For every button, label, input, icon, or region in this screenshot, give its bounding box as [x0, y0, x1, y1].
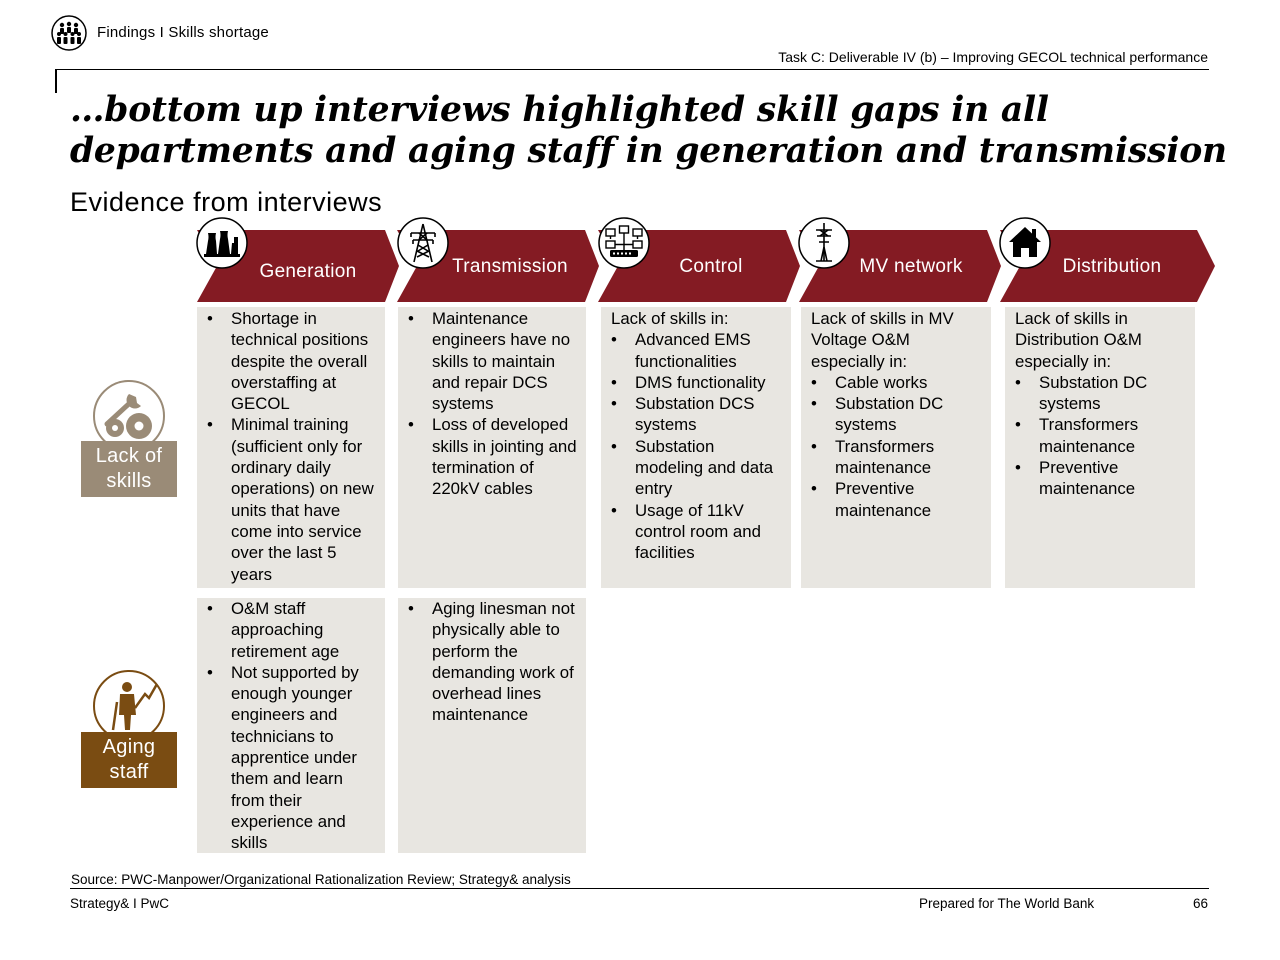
power-plant-icon [196, 217, 248, 269]
house-icon [999, 217, 1051, 269]
row-label-lack-of-skills: Lack of skills [81, 441, 177, 497]
cell-control-lack [601, 307, 791, 588]
header-tick [55, 69, 57, 93]
list-item: • Not supported by enough younger engineers and technicians to apprentice under them and learn from their experience and skills [207, 662, 379, 854]
header-divider [55, 69, 1209, 70]
column-label-generation: Generation [259, 261, 357, 282]
column-label-transmission: Transmission [452, 256, 568, 277]
cell-intro: Lack of skills in MV Voltage O&M especially in: [811, 309, 954, 371]
list-item: • Shortage in technical positions despite the overall overstaffing at GECOL [207, 308, 379, 414]
footer-divider [70, 888, 1209, 889]
electric-pole-icon [798, 217, 850, 269]
footer-brand: Strategy& I PwC [70, 896, 170, 911]
source-note: Source: PWC-Manpower/Organizational Rationalization Review; Strategy& analysis [71, 872, 571, 887]
column-label-control: Control [679, 256, 743, 277]
list-item: • Preventive maintenance [1015, 457, 1189, 500]
column-label-mv-network: MV network [859, 256, 963, 277]
cell-intro: Lack of skills in Distribution O&M especially in: [1015, 309, 1142, 371]
cell-mv-lack [801, 307, 991, 588]
list-item: • Substation DC systems [811, 393, 985, 436]
list-item: • Cable works [811, 372, 985, 393]
list-item: • Loss of developed skills in jointing and termination of 220kV cables [408, 414, 580, 499]
cell-distribution-lack [1005, 307, 1195, 588]
footer-prepared-for: Prepared for The World Bank [919, 896, 1095, 911]
row-label-aging-staff: Aging staff [81, 732, 177, 788]
column-label-distribution: Distribution [1062, 256, 1162, 277]
staff-group-icon [51, 15, 87, 51]
page-subtitle: Evidence from interviews [70, 187, 383, 217]
list-item: • Substation modeling and data entry [611, 436, 785, 500]
list-item: • Substation DCS systems [611, 393, 785, 436]
page-title: …bottom up interviews highlighted skill gaps in all departments and aging staff in generation and transmission [70, 90, 1227, 171]
list-item: • O&M staff approaching retirement age [207, 598, 379, 662]
list-item: • DMS functionality [611, 372, 785, 393]
list-item: • Minimal training (sufficient only for ordinary daily operations) on new units that have come into service over the last 5 years [207, 414, 379, 584]
list-item: • Transformers maintenance [1015, 414, 1189, 457]
section-breadcrumb: Findings I Skills shortage [97, 24, 269, 41]
cell-transmission-aging [398, 598, 586, 853]
list-item: • Preventive maintenance [811, 478, 985, 521]
cell-generation-lack [197, 307, 385, 588]
list-item: • Advanced EMS functionalities [611, 329, 785, 372]
transmission-tower-icon [397, 217, 449, 269]
list-item: • Transformers maintenance [811, 436, 985, 479]
list-item: • Aging linesman not physically able to perform the demanding work of overhead lines maintenance [408, 598, 580, 726]
list-item: • Usage of 11kV control room and facilities [611, 500, 785, 564]
cell-transmission-lack [398, 307, 586, 588]
page-number: 66 [1193, 896, 1209, 911]
list-item: • Substation DC systems [1015, 372, 1189, 415]
task-label: Task C: Deliverable IV (b) – Improving GECOL technical performance [778, 49, 1208, 65]
cell-generation-aging [197, 598, 385, 853]
list-item: • Maintenance engineers have no skills to maintain and repair DCS systems [408, 308, 580, 414]
cell-intro: Lack of skills in: [611, 309, 729, 328]
network-control-icon [598, 217, 650, 269]
